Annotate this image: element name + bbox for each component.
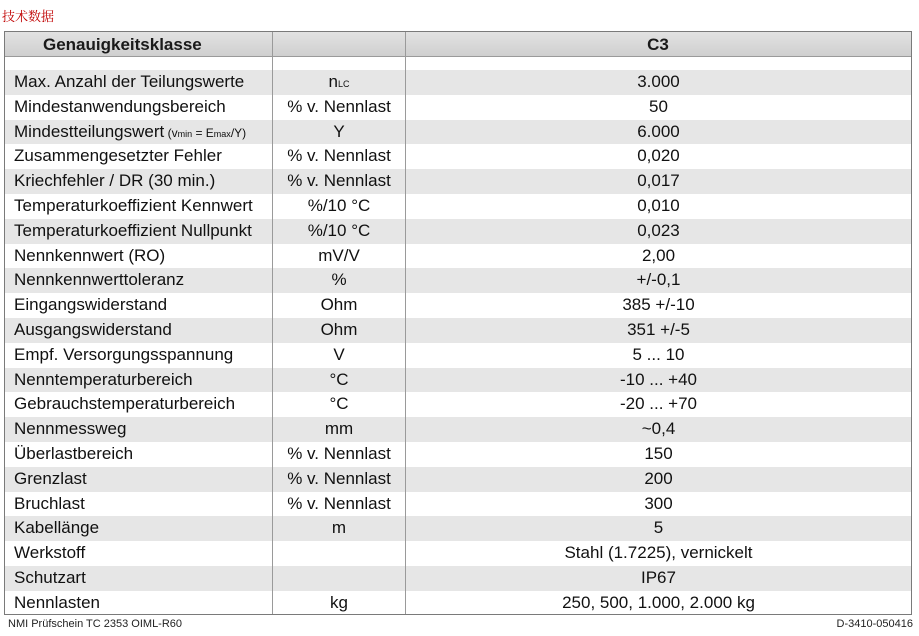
- row-unit: % v. Nennlast: [287, 443, 391, 463]
- row-unit: %: [331, 270, 347, 290]
- row-label: Temperaturkoeffizient Nullpunkt: [14, 220, 252, 240]
- row-label: Nennkennwert (RO): [14, 245, 166, 265]
- row-unit: mm: [324, 419, 354, 439]
- row-label: Nennlasten: [14, 592, 101, 612]
- row-label: Mindestanwendungsbereich: [14, 96, 226, 116]
- table-row: [5, 591, 911, 615]
- column-divider: [272, 32, 273, 614]
- row-label: Ausgangswiderstand: [14, 319, 172, 339]
- row-unit: V: [333, 344, 345, 364]
- row-unit: % v. Nennlast: [287, 493, 391, 513]
- label-paren-close: /Y): [230, 125, 247, 140]
- table-row: [5, 566, 911, 591]
- table-row: [5, 492, 911, 517]
- row-unit: % v. Nennlast: [287, 146, 391, 166]
- row-value: 250, 500, 1.000, 2.000 kg: [562, 592, 755, 612]
- row-unit: kg: [330, 592, 348, 612]
- row-unit: %/10 °C: [307, 220, 371, 240]
- row-value: 5: [653, 518, 664, 538]
- row-value: 0,020: [637, 146, 680, 166]
- row-value: Stahl (1.7225), vernickelt: [564, 543, 753, 563]
- row-label: Nennmessweg: [14, 419, 127, 439]
- table-row: [5, 244, 911, 269]
- row-unit: [273, 70, 405, 95]
- column-divider: [405, 32, 406, 614]
- row-value: 150: [644, 443, 673, 463]
- label-main: Mindestteilungswert: [14, 121, 165, 141]
- label-paren-open: (v: [164, 125, 178, 140]
- table-row: [5, 417, 911, 442]
- row-unit: [273, 541, 405, 566]
- row-label: Eingangswiderstand: [14, 295, 168, 315]
- row-value: 300: [644, 493, 673, 513]
- document-id: D-3410-050416: [836, 618, 913, 630]
- row-label: [14, 120, 269, 145]
- certificate-note: NMI Prüfschein TC 2353 OIML-R60: [8, 618, 183, 630]
- table-row: [5, 293, 911, 318]
- table-body: [5, 70, 911, 615]
- spec-table: [4, 31, 912, 615]
- row-label: Max. Anzahl der Teilungswerte: [14, 72, 245, 91]
- row-value: -20 ... +70: [619, 394, 698, 414]
- row-unit: %/10 °C: [307, 195, 371, 215]
- row-unit: [273, 566, 405, 591]
- table-row: [5, 343, 911, 368]
- table-row: [5, 95, 911, 120]
- table-row: [5, 120, 911, 145]
- row-label: Bruchlast: [14, 493, 85, 513]
- row-label: Gebrauchstemperaturbereich: [14, 394, 236, 414]
- table-row: [5, 392, 911, 417]
- row-unit: mV/V: [318, 245, 360, 265]
- page-heading: 技术数据: [2, 10, 55, 25]
- row-unit: °C: [329, 369, 349, 389]
- label-sub-min: min: [177, 128, 193, 139]
- row-label: Temperaturkoeffizient Kennwert: [14, 195, 253, 215]
- row-label: Nenntemperaturbereich: [14, 369, 193, 389]
- unit-subscript: LC: [337, 79, 350, 89]
- row-value: 385 +/-10: [622, 295, 695, 315]
- row-label: Überlastbereich: [14, 443, 134, 463]
- label-sub-max: max: [213, 128, 231, 139]
- table-row: [5, 268, 911, 293]
- row-label: Empf. Versorgungsspannung: [14, 344, 234, 364]
- row-value: IP67: [641, 567, 676, 587]
- row-label: Werkstoff: [14, 543, 86, 563]
- row-unit: % v. Nennlast: [287, 96, 391, 116]
- row-unit: Y: [333, 121, 345, 141]
- row-unit: °C: [329, 394, 349, 414]
- row-value: 2,00: [641, 245, 676, 265]
- row-unit: m: [331, 518, 347, 538]
- table-row: [5, 467, 911, 492]
- unit-main: n: [328, 72, 338, 91]
- row-unit: % v. Nennlast: [287, 171, 391, 191]
- label-eq: = E: [192, 125, 214, 140]
- row-value: 0,017: [637, 171, 680, 191]
- header-class-label: Genauigkeitsklasse: [43, 35, 202, 54]
- row-label: Kabellänge: [14, 518, 100, 538]
- row-label: Nennkennwerttoleranz: [14, 270, 185, 290]
- row-value: 0,023: [637, 220, 680, 240]
- row-label: Schutzart: [14, 567, 86, 587]
- row-value: 6.000: [637, 121, 680, 141]
- row-value: 5 ... 10: [632, 344, 685, 364]
- table-row: [5, 219, 911, 244]
- table-row: [5, 368, 911, 393]
- row-unit: % v. Nennlast: [287, 468, 391, 488]
- row-label: Kriechfehler / DR (30 min.): [14, 171, 216, 191]
- row-unit: Ohm: [320, 319, 358, 339]
- row-value: ~0,4: [641, 419, 676, 439]
- row-label: Grenzlast: [14, 468, 87, 488]
- table-row: [5, 516, 911, 541]
- row-value: 351 +/-5: [627, 319, 690, 339]
- row-value: -10 ... +40: [619, 369, 698, 389]
- row-value: +/-0,1: [636, 270, 681, 290]
- row-unit: Ohm: [320, 295, 358, 315]
- row-value: 200: [644, 468, 673, 488]
- table-row: [5, 144, 911, 169]
- table-row: [5, 70, 911, 95]
- row-value: 0,010: [637, 195, 680, 215]
- row-label: Zusammengesetzter Fehler: [14, 146, 222, 166]
- table-header: [5, 32, 911, 57]
- header-class-value: C3: [647, 35, 669, 54]
- table-row: [5, 442, 911, 467]
- table-row: [5, 194, 911, 219]
- table-row: [5, 318, 911, 343]
- table-row: [5, 541, 911, 566]
- row-value: 50: [649, 96, 668, 116]
- table-row: [5, 169, 911, 194]
- row-value: 3.000: [637, 72, 680, 91]
